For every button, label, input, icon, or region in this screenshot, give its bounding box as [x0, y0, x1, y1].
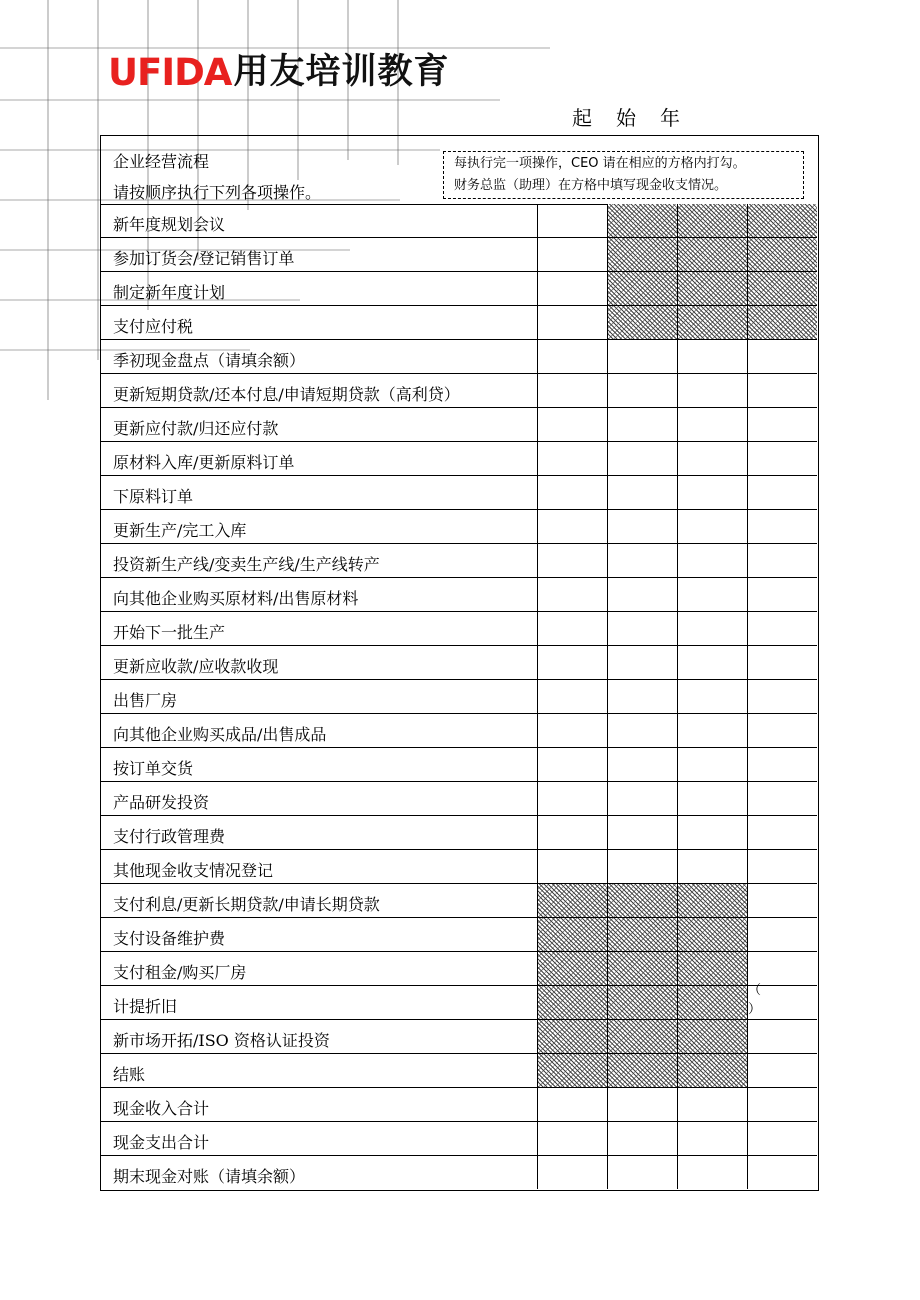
checkbox-cell-q4[interactable]	[747, 646, 817, 679]
table-row	[101, 306, 817, 340]
table-row	[101, 340, 817, 374]
row-label: 现金收入合计	[113, 1099, 210, 1118]
shaded-cell	[677, 204, 747, 237]
table-row	[101, 612, 817, 646]
row-label: 更新短期贷款/还本付息/申请短期贷款（高利贷）	[113, 385, 460, 404]
logo-subtitle: 用友培训教育	[233, 51, 450, 92]
checkbox-cell-q3[interactable]	[677, 544, 747, 577]
row-label: 新年度规划会议	[113, 215, 226, 234]
checkbox-cell-q4[interactable]	[747, 340, 817, 373]
checkbox-cell-q4[interactable]	[747, 850, 817, 883]
shaded-cell	[677, 272, 747, 305]
checkbox-cell-q1[interactable]	[537, 306, 607, 339]
checkbox-cell-q4[interactable]	[747, 1122, 817, 1155]
shaded-cell	[607, 238, 677, 271]
shaded-cell	[537, 986, 607, 1019]
row-label: 原材料入库/更新原料订单	[113, 453, 295, 472]
table-row	[101, 272, 817, 306]
checkbox-cell-q4[interactable]	[747, 442, 817, 475]
shaded-cell	[607, 952, 677, 985]
checkbox-cell-q4[interactable]	[747, 408, 817, 441]
shaded-cell	[607, 1054, 677, 1087]
operation-checklist-table	[100, 135, 819, 1191]
row-label: 向其他企业购买成品/出售成品	[113, 725, 327, 744]
shaded-cell	[677, 1020, 747, 1053]
checkbox-cell-q2[interactable]	[607, 374, 677, 407]
row-label: 产品研发投资	[113, 793, 210, 812]
checkbox-cell-q2[interactable]	[607, 578, 677, 611]
checkbox-cell-q3[interactable]	[677, 340, 747, 373]
row-label: 现金支出合计	[113, 1133, 210, 1152]
checkbox-cell-q2[interactable]	[607, 714, 677, 747]
row-label: 支付租金/购买厂房	[113, 963, 247, 982]
table-row	[101, 1122, 817, 1156]
checkbox-cell-q4[interactable]	[747, 476, 817, 509]
checkbox-cell-q3[interactable]	[677, 850, 747, 883]
depreciation-note: （ ）	[748, 983, 780, 1017]
checkbox-cell-q4[interactable]	[747, 1020, 817, 1053]
table-row	[101, 442, 817, 476]
checkbox-cell-q3[interactable]	[677, 612, 747, 645]
checkbox-cell-q2[interactable]	[607, 442, 677, 475]
table-row	[101, 374, 817, 408]
row-label: 制定新年度计划	[113, 283, 226, 302]
checkbox-cell-q3[interactable]	[677, 680, 747, 713]
checkbox-cell-q4[interactable]	[747, 1054, 817, 1087]
shaded-cell	[607, 986, 677, 1019]
row-label: 期末现金对账（请填余额）	[113, 1167, 306, 1186]
checkbox-cell-q1[interactable]	[537, 272, 607, 305]
table-row	[101, 1156, 817, 1190]
shaded-cell	[677, 952, 747, 985]
checkbox-cell-q3[interactable]	[677, 782, 747, 815]
table-row	[101, 816, 817, 850]
checkbox-cell-q3[interactable]	[677, 646, 747, 679]
row-label: 开始下一批生产	[113, 623, 226, 642]
checkbox-cell-q2[interactable]	[607, 1156, 677, 1189]
table-row	[101, 782, 817, 816]
checkbox-cell-q4[interactable]	[747, 884, 817, 917]
checkbox-cell-q1[interactable]	[537, 544, 607, 577]
checkbox-cell-q1[interactable]	[537, 680, 607, 713]
checkbox-cell-q1[interactable]	[537, 1156, 607, 1189]
checkbox-cell-q4[interactable]	[747, 1156, 817, 1189]
table-header	[101, 136, 817, 205]
row-label: 支付应付税	[113, 317, 194, 336]
checkbox-cell-q2[interactable]	[607, 510, 677, 543]
checkbox-cell-q1[interactable]	[537, 1088, 607, 1121]
checkbox-cell-q1[interactable]	[537, 238, 607, 271]
row-label: 其他现金收支情况登记	[113, 861, 274, 880]
table-row	[101, 918, 817, 952]
table-row	[101, 714, 817, 748]
shaded-cell	[537, 1054, 607, 1087]
shaded-cell	[607, 918, 677, 951]
checkbox-cell-q2[interactable]	[607, 680, 677, 713]
checkbox-cell-q1[interactable]	[537, 1122, 607, 1155]
checkbox-cell-q2[interactable]	[607, 340, 677, 373]
checkbox-cell-q3[interactable]	[677, 748, 747, 781]
shaded-cell	[607, 884, 677, 917]
checkbox-cell-q3[interactable]	[677, 476, 747, 509]
shaded-cell	[537, 918, 607, 951]
shaded-cell	[677, 1054, 747, 1087]
checkbox-cell-q1[interactable]	[537, 646, 607, 679]
shaded-cell	[747, 272, 817, 305]
checkbox-cell-q3[interactable]	[677, 1156, 747, 1189]
checkbox-cell-q3[interactable]	[677, 578, 747, 611]
checkbox-cell-q4[interactable]	[747, 1088, 817, 1121]
checkbox-cell-q4[interactable]	[747, 680, 817, 713]
row-label: 参加订货会/登记销售订单	[113, 249, 295, 268]
checkbox-cell-q4[interactable]	[747, 510, 817, 543]
checkbox-cell-q1[interactable]	[537, 374, 607, 407]
checkbox-cell-q1[interactable]	[537, 476, 607, 509]
note-line-2: 财务总监（助理）在方格中填写现金收支情况。	[454, 178, 728, 193]
header-subtitle: 请按顺序执行下列各项操作。	[113, 183, 322, 202]
table-row	[101, 578, 817, 612]
shaded-cell	[747, 204, 817, 237]
shaded-cell	[747, 306, 817, 339]
checkbox-cell-q2[interactable]	[607, 612, 677, 645]
row-label: 计提折旧	[113, 997, 178, 1016]
table-row	[101, 680, 817, 714]
table-row	[101, 476, 817, 510]
note-line-1: 每执行完一项操作，CEO 请在相应的方格内打勾。	[454, 156, 746, 171]
page-title: 起始年	[572, 106, 704, 130]
table-row	[101, 544, 817, 578]
table-row	[101, 983, 817, 1020]
checkbox-cell-q4[interactable]	[747, 748, 817, 781]
shaded-cell	[677, 986, 747, 1019]
row-label: 结账	[113, 1065, 146, 1084]
checkbox-cell-q4[interactable]	[747, 714, 817, 747]
checkbox-cell-q2[interactable]	[607, 816, 677, 849]
checkbox-cell-q1[interactable]	[537, 748, 607, 781]
checkbox-cell-q4[interactable]	[747, 782, 817, 815]
checkbox-cell-q1[interactable]	[537, 612, 607, 645]
table-row	[101, 1088, 817, 1122]
table-row	[101, 1020, 817, 1054]
checkbox-cell-q1[interactable]	[537, 442, 607, 475]
checkbox-cell-q1[interactable]	[537, 850, 607, 883]
row-label: 按订单交货	[113, 759, 194, 778]
checkbox-cell-q4[interactable]	[747, 374, 817, 407]
checkbox-cell-q2[interactable]	[607, 544, 677, 577]
checkbox-cell-q2[interactable]	[607, 408, 677, 441]
checkbox-cell-q4[interactable]	[747, 612, 817, 645]
table-row	[101, 238, 817, 272]
checkbox-cell-q1[interactable]	[537, 816, 607, 849]
table-row	[101, 952, 817, 986]
shaded-cell	[537, 952, 607, 985]
row-label: 投资新生产线/变卖生产线/生产线转产	[113, 555, 380, 574]
checkbox-cell-q4[interactable]	[747, 544, 817, 577]
checkbox-cell-q4[interactable]	[747, 983, 817, 1019]
checkbox-cell-q2[interactable]	[607, 782, 677, 815]
checkbox-cell-q1[interactable]	[537, 340, 607, 373]
checkbox-cell-q2[interactable]	[607, 476, 677, 509]
checkbox-cell-q3[interactable]	[677, 714, 747, 747]
checkbox-cell-q1[interactable]	[537, 578, 607, 611]
checkbox-cell-q2[interactable]	[607, 1088, 677, 1121]
checkbox-cell-q2[interactable]	[607, 748, 677, 781]
row-label: 支付设备维护费	[113, 929, 226, 948]
checkbox-cell-q1[interactable]	[537, 782, 607, 815]
shaded-cell	[607, 306, 677, 339]
checkbox-cell-q1[interactable]	[537, 510, 607, 543]
checkbox-cell-q3[interactable]	[677, 510, 747, 543]
table-row	[101, 884, 817, 918]
checkbox-cell-q3[interactable]	[677, 374, 747, 407]
header-title: 企业经营流程	[113, 152, 210, 171]
table-row	[101, 1054, 817, 1088]
checkbox-cell-q4[interactable]	[747, 578, 817, 611]
row-label: 支付行政管理费	[113, 827, 226, 846]
checkbox-cell-q1[interactable]	[537, 714, 607, 747]
table-row	[101, 850, 817, 884]
shaded-cell	[607, 1020, 677, 1053]
checkbox-cell-q3[interactable]	[677, 408, 747, 441]
shaded-cell	[677, 918, 747, 951]
row-label: 新市场开拓/ISO 资格认证投资	[113, 1031, 330, 1050]
shaded-cell	[747, 238, 817, 271]
checkbox-cell-q3[interactable]	[677, 1088, 747, 1121]
logo-brand: UFIDA	[108, 50, 232, 94]
shaded-cell	[537, 884, 607, 917]
shaded-cell	[677, 238, 747, 271]
row-label: 出售厂房	[113, 691, 178, 710]
checkbox-cell-q2[interactable]	[607, 850, 677, 883]
shaded-cell	[607, 272, 677, 305]
checkbox-cell-q2[interactable]	[607, 646, 677, 679]
header-note-box	[443, 151, 804, 199]
row-label: 向其他企业购买原材料/出售原材料	[113, 589, 359, 608]
checkbox-cell-q1[interactable]	[537, 204, 607, 237]
table-row	[101, 646, 817, 680]
checkbox-cell-q3[interactable]	[677, 1122, 747, 1155]
checkbox-cell-q3[interactable]	[677, 816, 747, 849]
table-row	[101, 510, 817, 544]
checkbox-cell-q1[interactable]	[537, 408, 607, 441]
row-label: 更新应收款/应收款收现	[113, 657, 279, 676]
row-label: 下原料订单	[113, 487, 194, 506]
row-label: 更新生产/完工入库	[113, 521, 247, 540]
shaded-cell	[677, 884, 747, 917]
checkbox-cell-q4[interactable]	[747, 918, 817, 951]
table-row	[101, 204, 817, 238]
checkbox-cell-q2[interactable]	[607, 1122, 677, 1155]
table-body	[101, 204, 817, 1190]
ufida-logo	[108, 50, 449, 94]
checkbox-cell-q4[interactable]	[747, 816, 817, 849]
shaded-cell	[607, 204, 677, 237]
shaded-cell	[677, 306, 747, 339]
row-label: 更新应付款/归还应付款	[113, 419, 279, 438]
row-label: 支付利息/更新长期贷款/申请长期贷款	[113, 895, 380, 914]
shaded-cell	[537, 1020, 607, 1053]
table-row	[101, 408, 817, 442]
row-label: 季初现金盘点（请填余额）	[113, 351, 306, 370]
checkbox-cell-q3[interactable]	[677, 442, 747, 475]
header-instructions	[113, 146, 321, 208]
table-row	[101, 748, 817, 782]
